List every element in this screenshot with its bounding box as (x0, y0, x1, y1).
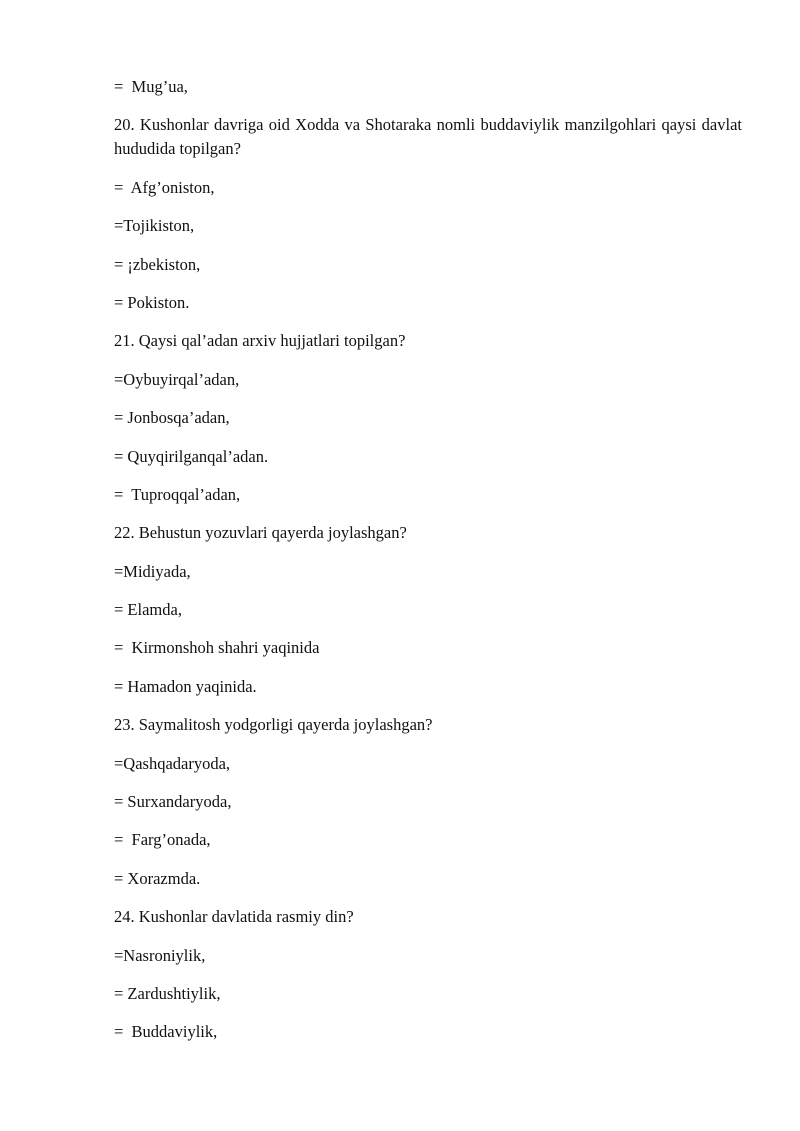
answer-option: = Zardushtiylik, (114, 983, 221, 1003)
answer-option: = Buddaviylik, (114, 1022, 218, 1042)
answer-option: = Elamda, (114, 600, 182, 620)
question-23: 23. Saymalitosh yodgorligi qayerda joylashgan? (114, 715, 433, 735)
answer-option: = ¡zbekiston, (114, 254, 201, 274)
question-20: 20. Kushonlar davriga oid Xodda va Shotaraka nomli buddaviylik manzilgohlari qaysi davlat hududida topilgan? (114, 115, 742, 159)
answer-option: = Surxandaryoda, (114, 792, 232, 812)
answer-option: =Nasroniylik, (114, 945, 206, 965)
document-body (114, 75, 742, 1059)
answer-option: =Qashqadaryoda, (114, 753, 231, 773)
answer-option: =Midiyada, (114, 561, 191, 581)
answer-option: = Kirmonshoh shahri yaqinida (114, 638, 320, 658)
answer-option: = Mug’ua, (114, 77, 188, 96)
question-22: 22. Behustun yozuvlari qayerda joylashgan? (114, 523, 407, 543)
answer-option: = Afg’oniston, (114, 177, 215, 197)
answer-option: = Farg’onada, (114, 830, 211, 850)
answer-option: = Xorazmda. (114, 868, 201, 888)
answer-option: =Tojikiston, (114, 216, 195, 236)
answer-option: = Tuproqqal’adan, (114, 484, 241, 504)
answer-option: = Pokiston. (114, 292, 190, 312)
answer-option: = Jonbosqa’adan, (114, 408, 230, 428)
answer-option: = Hamadon yaqinida. (114, 676, 257, 696)
answer-option: = Quyqirilganqal’adan. (114, 446, 269, 466)
answer-option: =Oybuyirqal’adan, (114, 369, 240, 389)
question-24: 24. Kushonlar davlatida rasmiy din? (114, 907, 354, 927)
question-21: 21. Qaysi qal’adan arxiv hujjatlari topilgan? (114, 331, 406, 351)
